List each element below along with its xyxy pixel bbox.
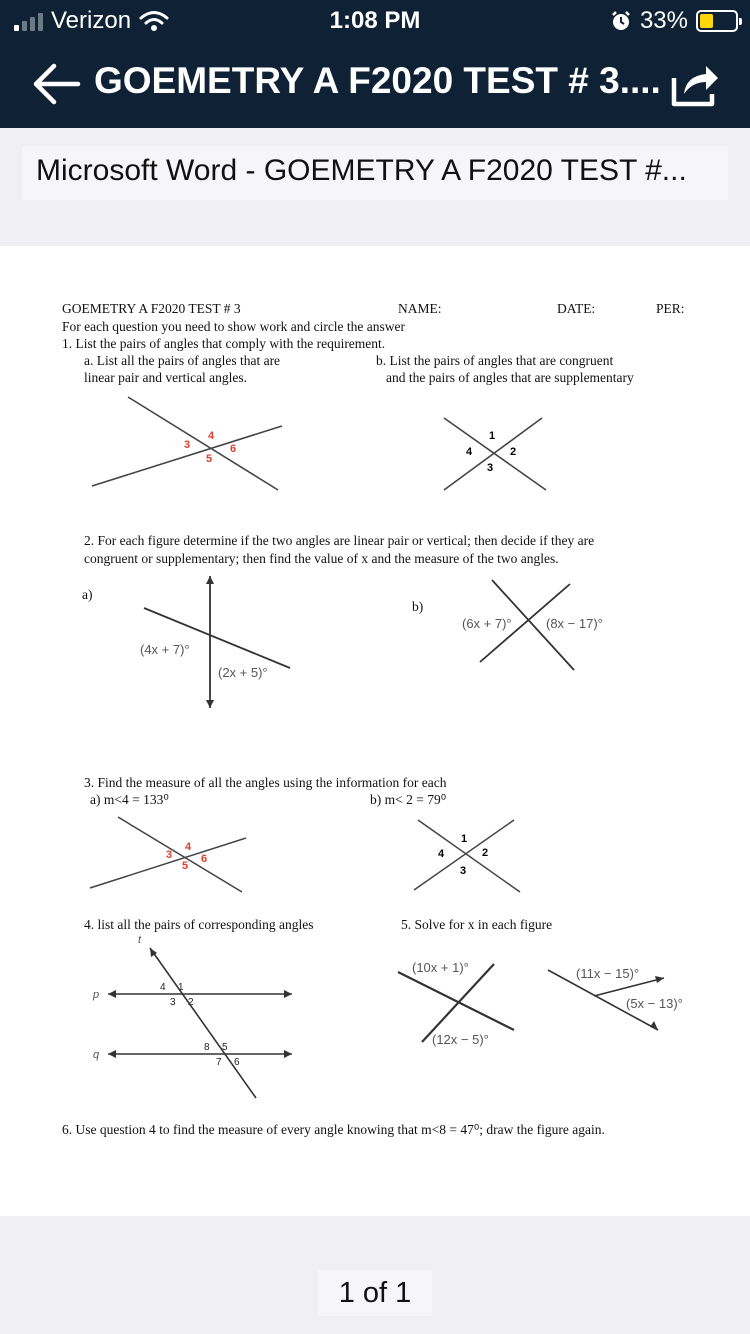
- instructions: For each question you need to show work and circle the answer: [62, 319, 406, 334]
- q2b-figure: [462, 576, 622, 672]
- document-page[interactable]: [0, 246, 750, 1216]
- q1b-label-3: 3: [487, 462, 494, 474]
- battery-percent: 33%: [639, 7, 688, 34]
- q1-text: 1. List the pairs of angles that comply with the requirement.: [62, 336, 386, 351]
- q1b-line1: b. List the pairs of angles that are congruent: [376, 353, 614, 368]
- document-title: Microsoft Word - GOEMETRY A F2020 TEST #...: [22, 146, 728, 200]
- q2b-expr2: (8x − 17)°: [546, 616, 603, 631]
- q3a-label-5: 5: [182, 860, 189, 872]
- q5-expr4: (5x − 13)°: [626, 996, 683, 1011]
- q1a-label-4: 4: [208, 430, 215, 442]
- alarm-icon: [610, 10, 632, 32]
- q2-line2: congruent or supplementary; then find the value of x and the measure of the two angles.: [84, 551, 559, 566]
- q4-angle-4: 4: [160, 982, 166, 993]
- q4-line-t: t: [138, 934, 142, 946]
- q3a-label-3: 3: [166, 849, 173, 861]
- q2a-expr2: (2x + 5)°: [218, 665, 268, 680]
- q5-expr3: (11x − 15)°: [576, 966, 640, 981]
- q3b-given: b) m< 2 = 79⁰: [370, 792, 447, 807]
- q3a-label-4: 4: [185, 841, 192, 853]
- nav-title: GOEMETRY A F2020 TEST # 3....: [94, 60, 661, 101]
- q4-angle-6: 6: [234, 1057, 240, 1068]
- q2b-label: b): [412, 599, 424, 614]
- carrier-name: Verizon: [51, 7, 132, 34]
- q4-text: 4. list all the pairs of corresponding angles: [84, 917, 314, 932]
- q6-text: 6. Use question 4 to find the measure of every angle knowing that m<8 = 47⁰; draw the figure again.: [62, 1122, 605, 1137]
- q1a-line2: linear pair and vertical angles.: [84, 370, 248, 385]
- back-arrow-icon[interactable]: [30, 60, 82, 108]
- q4-line-p: p: [93, 989, 100, 1001]
- q2b-expr1: (6x + 7)°: [462, 616, 512, 631]
- q2a-expr1: (4x + 7)°: [140, 642, 190, 657]
- q1b-label-1: 1: [489, 430, 496, 442]
- q3b-label-4: 4: [438, 848, 445, 860]
- share-icon[interactable]: [670, 60, 720, 108]
- q3a-given: a) m<4 = 133⁰: [90, 792, 169, 807]
- date-label: DATE:: [557, 301, 596, 316]
- q1a-figure: [86, 392, 286, 492]
- q4-line-q: q: [93, 1049, 100, 1061]
- name-label: NAME:: [398, 301, 442, 316]
- q5-expr1: (10x + 1)°: [412, 960, 469, 975]
- q5-figure-2: [544, 958, 700, 1038]
- q4-figure: [88, 934, 300, 1102]
- q3a-figure: [88, 814, 248, 894]
- q1a-label-5: 5: [206, 453, 213, 465]
- q4-angle-3: 3: [170, 997, 176, 1008]
- page-indicator: 1 of 1: [318, 1270, 432, 1316]
- status-bar: [0, 0, 750, 40]
- status-right-group: [610, 7, 738, 35]
- q3b-label-2: 2: [482, 847, 489, 859]
- q2a-figure: [138, 574, 308, 710]
- battery-icon: [696, 10, 738, 32]
- q5-expr2: (12x − 5)°: [432, 1032, 489, 1047]
- q1b-label-4: 4: [466, 446, 473, 458]
- document-title-bar: [0, 128, 750, 246]
- q1a-line1: a. List all the pairs of angles that are: [84, 353, 281, 368]
- q4-angle-1: 1: [178, 982, 184, 993]
- q5-figure-1: [394, 954, 524, 1046]
- q3b-figure: [410, 816, 522, 894]
- test-title: GOEMETRY A F2020 TEST # 3: [62, 301, 241, 316]
- q4-angle-8: 8: [204, 1042, 210, 1053]
- q3b-label-3: 3: [460, 865, 467, 877]
- q4-angle-5: 5: [222, 1042, 228, 1053]
- battery-fill: [700, 14, 713, 28]
- q1a-label-6: 6: [230, 443, 237, 455]
- q3a-label-6: 6: [201, 853, 208, 865]
- status-time: 1:08 PM: [329, 7, 421, 34]
- q4-angle-7: 7: [216, 1057, 222, 1068]
- q1b-line2: and the pairs of angles that are supplementary: [386, 370, 634, 385]
- q4-angle-2: 2: [188, 997, 194, 1008]
- nav-bar: [0, 40, 750, 128]
- q3b-label-1: 1: [461, 833, 468, 845]
- q1b-label-2: 2: [510, 446, 517, 458]
- q1a-label-3: 3: [184, 439, 191, 451]
- per-label: PER:: [656, 301, 685, 316]
- q1b-figure: [438, 412, 550, 492]
- q5-text: 5. Solve for x in each figure: [401, 917, 553, 932]
- q2-line1: 2. For each figure determine if the two angles are linear pair or vertical; then decide if they are: [84, 533, 595, 548]
- q2a-label: a): [82, 587, 93, 602]
- q3-text: 3. Find the measure of all the angles using the information for each: [84, 775, 447, 790]
